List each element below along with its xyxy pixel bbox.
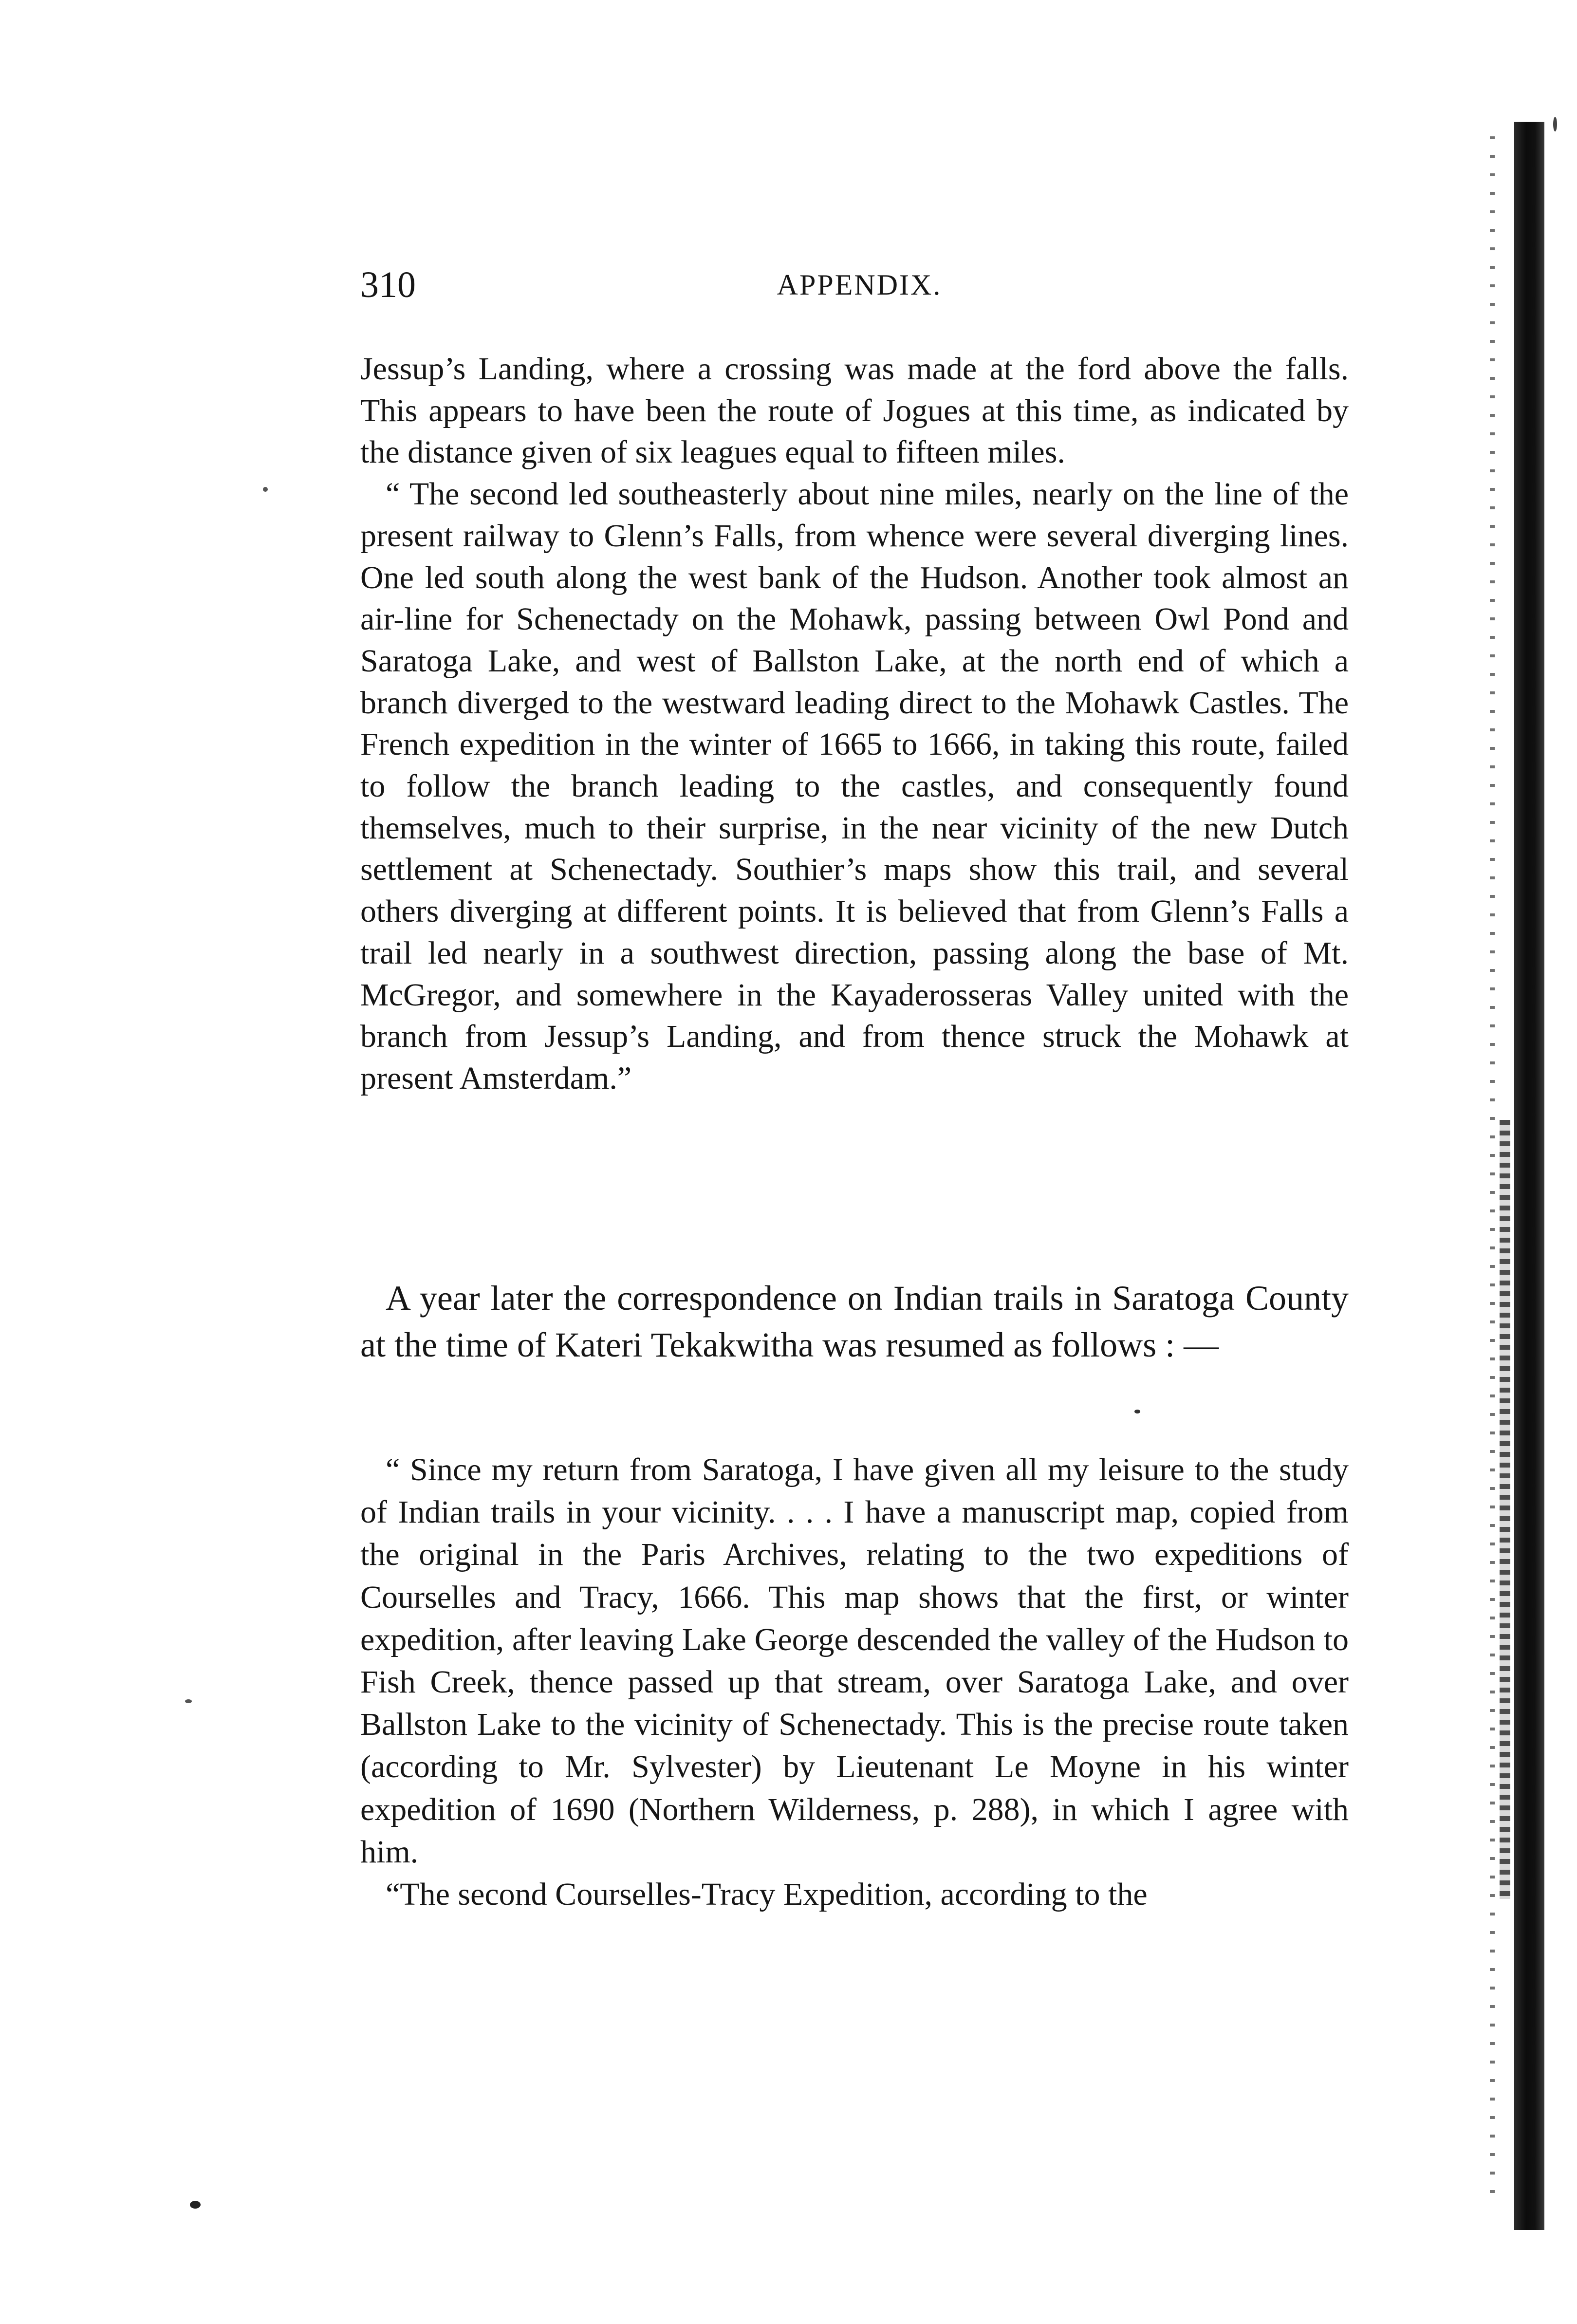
narrative-passage [360, 1275, 1349, 1368]
running-head: APPENDIX. [777, 269, 942, 301]
binding-edge [1490, 136, 1495, 2206]
scan-speck [185, 1699, 192, 1703]
page-header [360, 258, 1358, 312]
paragraph-second-expedition: “The second Courselles-Tracy Expedition, according to the [386, 1877, 1148, 1913]
paragraph-year-later: A year later the correspondence on Indian trails in Saratoga County at the time of Kateri Tekakwitha was resumed as follows : — [360, 1279, 1349, 1364]
scan-speck [190, 2201, 201, 2209]
scan-speck [1134, 1410, 1140, 1413]
binding-shadow [1514, 122, 1544, 2230]
page-number: 310 [360, 264, 416, 305]
binding-edge-ragged [1500, 1120, 1510, 1899]
paragraph-return-from-saratoga: “ Since my return from Saratoga, I have given all my leisure to the study of Indian trails in your vicinity. . . . I have a manuscript map, copied from the original in the Paris Archives, relating to the two expeditions of Courselles and Tracy, 1666. This map shows that the first, or winter expedition, after leaving Lake George descended the valley of the Hudson to Fish Creek, thence passed up that stream, over Saratoga Lake, and over Ballston Lake to the vicinity of Schenectady. This is the precise route taken (according to Mr. Sylvester) by Lieutenant Le Moyne in his winter expedition of 1690 (Northern Wilderness, p. 288), in which I agree with him. [360, 1452, 1349, 1870]
quoted-passage-top [360, 348, 1349, 1099]
quoted-passage-bottom [360, 1449, 1349, 1915]
scan-speck [263, 487, 268, 492]
paragraph-second-trail: “ The second led southeasterly about nine miles, nearly on the line of the present railway to Glenn’s Falls, from whence were several diverging lines. One led south along the west bank of the Hudson. Another took almost an air-line for Schenectady on the Mohawk, passing between Owl Pond and Saratoga Lake, and west of Ballston Lake, at the north end of which a branch diverged to the westward leading direct to the Mohawk Castles. The French expedition in the winter of 1665 to 1666, in taking this route, failed to follow the branch leading to the castles, and consequently found themselves, much to their surprise, in the near vicinity of the new Dutch settlement at Schenectady. Southier’s maps show this trail, and several others diverging at different points. It is believed that from Glenn’s Falls a trail led nearly in a southwest direction, passing along the base of Mt. McGregor, and somewhere in the Kayaderosseras Valley united with the branch from Jessup’s Landing, and from thence struck the Mohawk at present Amsterdam.” [360, 476, 1349, 1096]
paragraph-jessups-landing: Jessup’s Landing, where a crossing was made at the ford above the falls. This appears to have been the route of Jogues at this time, as indicated by the distance given of six leagues equal to fifteen miles. [360, 351, 1349, 470]
scan-speck [1553, 117, 1557, 131]
